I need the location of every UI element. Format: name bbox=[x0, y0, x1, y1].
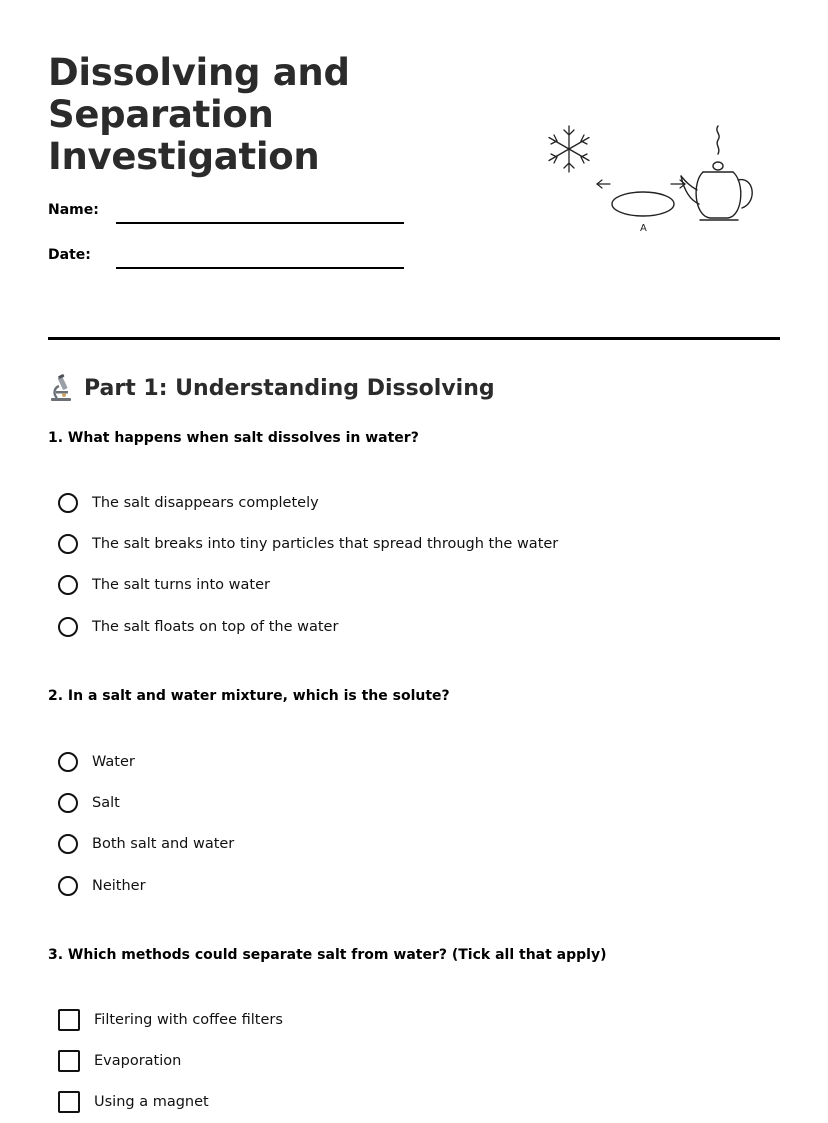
question-1-text: 1. What happens when salt dissolves in water? bbox=[48, 430, 419, 446]
question-3-options bbox=[58, 999, 283, 1123]
checkbox[interactable] bbox=[58, 1091, 80, 1113]
section-title: Part 1: Understanding Dissolving bbox=[84, 375, 495, 401]
option-label: Evaporation bbox=[94, 1053, 182, 1070]
illustration-label: A bbox=[640, 223, 647, 234]
radio-button[interactable] bbox=[58, 834, 78, 854]
radio-button[interactable] bbox=[58, 493, 78, 513]
option-row[interactable] bbox=[58, 999, 283, 1040]
states-of-water-illustration bbox=[540, 120, 760, 240]
arrow-left-icon bbox=[597, 180, 610, 188]
radio-button[interactable] bbox=[58, 752, 78, 772]
radio-button[interactable] bbox=[58, 793, 78, 813]
option-row[interactable] bbox=[58, 824, 234, 865]
title-line: Separation bbox=[48, 93, 274, 136]
option-label: Both salt and water bbox=[92, 836, 235, 853]
snowflake-icon bbox=[549, 126, 589, 172]
date-label: Date: bbox=[48, 247, 91, 263]
option-label: Water bbox=[92, 753, 135, 770]
question-2-text: 2. In a salt and water mixture, which is the solute? bbox=[48, 688, 450, 704]
option-row[interactable] bbox=[58, 606, 558, 647]
question-3-text: 3. Which methods could separate salt from water? (Tick all that apply) bbox=[48, 947, 607, 963]
option-row[interactable] bbox=[58, 782, 234, 823]
option-row[interactable] bbox=[58, 741, 234, 782]
checkbox[interactable] bbox=[58, 1050, 80, 1072]
question-1-options bbox=[58, 482, 558, 648]
option-label: The salt breaks into tiny particles that spread through the water bbox=[92, 536, 559, 553]
radio-button[interactable] bbox=[58, 617, 78, 637]
option-row[interactable] bbox=[58, 565, 558, 606]
checkbox[interactable] bbox=[58, 1009, 80, 1031]
section-heading bbox=[48, 374, 495, 402]
option-row[interactable] bbox=[58, 1040, 283, 1081]
microscope-icon bbox=[48, 374, 74, 402]
option-label: The salt floats on top of the water bbox=[92, 618, 339, 635]
option-row[interactable] bbox=[58, 865, 234, 906]
option-row[interactable] bbox=[58, 482, 558, 523]
option-label: Using a magnet bbox=[94, 1094, 209, 1111]
puddle-icon bbox=[612, 192, 674, 216]
title-line: Investigation bbox=[48, 135, 320, 178]
kettle-icon bbox=[681, 126, 752, 220]
option-label: Filtering with coffee filters bbox=[94, 1011, 283, 1028]
option-label: Salt bbox=[92, 795, 120, 812]
option-row[interactable] bbox=[58, 523, 558, 564]
radio-button[interactable] bbox=[58, 534, 78, 554]
worksheet-title bbox=[48, 52, 350, 178]
name-field[interactable] bbox=[116, 222, 404, 224]
radio-button[interactable] bbox=[58, 575, 78, 595]
date-field[interactable] bbox=[116, 267, 404, 269]
option-label: Neither bbox=[92, 877, 146, 894]
section-divider bbox=[48, 337, 780, 340]
name-label: Name: bbox=[48, 202, 99, 218]
option-label: The salt disappears completely bbox=[92, 494, 319, 511]
radio-button[interactable] bbox=[58, 876, 78, 896]
option-row[interactable] bbox=[58, 1082, 283, 1123]
question-2-options bbox=[58, 741, 234, 907]
option-label: The salt turns into water bbox=[92, 577, 270, 594]
title-line: Dissolving and bbox=[48, 51, 350, 94]
